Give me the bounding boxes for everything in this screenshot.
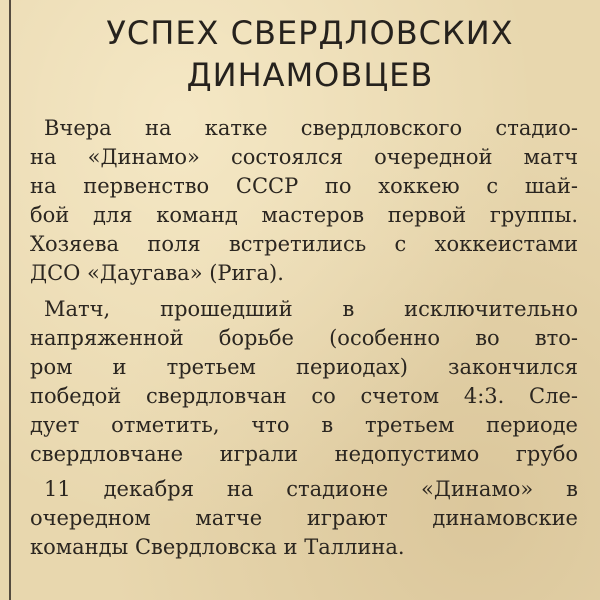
headline-line: ДИНАМОВЦЕВ (186, 56, 434, 94)
text-line: ром и третьем периодах) закончился (30, 355, 578, 379)
text-line: ДСО «Даугава» (Рига). (30, 261, 284, 285)
article-headline (20, 12, 600, 96)
text-line: на «Динамо» состоялся очередной матч (30, 145, 578, 169)
text-line: Вчера на катке свердловского стадио- (44, 116, 578, 140)
text-line: команды Свердловска и Таллина. (30, 535, 405, 559)
article-paragraph (30, 475, 578, 562)
text-line: очередном матче играют динамовские (30, 506, 578, 530)
column-rule (9, 0, 11, 600)
text-line: бой для команд мастеров первой группы. (30, 203, 578, 227)
article-paragraph (30, 295, 578, 469)
text-line: на первенство СССР по хоккею с шай- (30, 174, 578, 198)
text-line: 11 декабря на стадионе «Динамо» в (44, 477, 578, 501)
text-line: дует отметить, что в третьем периоде (30, 413, 578, 437)
text-line: победой свердловчан со счетом 4:3. Сле- (30, 384, 578, 408)
text-line: свердловчане играли недопустимо грубо (30, 442, 578, 466)
text-line: Матч, прошедший в исключительно (44, 297, 578, 321)
article-paragraph (30, 114, 578, 288)
text-line: Хозяева поля встретились с хоккеистами (30, 232, 578, 256)
headline-line: УСПЕХ СВЕРДЛОВСКИХ (106, 14, 514, 52)
article-body (30, 114, 578, 562)
text-line: напряженной борьбе (особенно во вто- (30, 326, 578, 350)
